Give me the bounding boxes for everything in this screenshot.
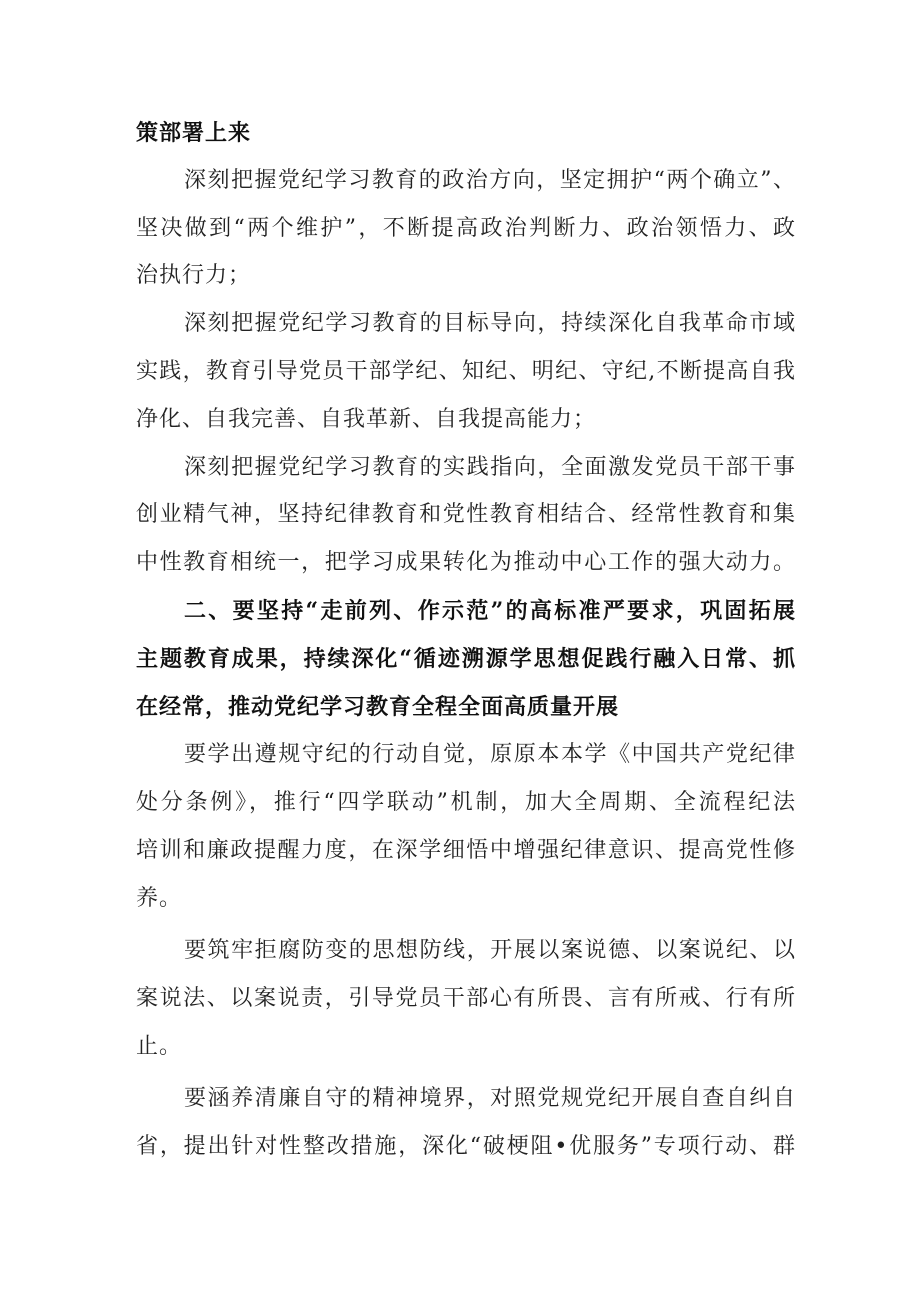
text-line: 处分条例》，推行“四学联动”机制，加大全周期、全流程纪法 — [136, 790, 796, 815]
text-line: 深刻把握党纪学习教育的实践指向，全面激发党员干部干事 — [184, 455, 796, 480]
text-line: 创业精气神，坚持纪律教育和党性教育相结合、经常性教育和集 — [136, 502, 796, 527]
text-line: 治执行力； — [136, 263, 252, 288]
text-line: 中性教育相统一，把学习成果转化为推动中心工作的强大动力。 — [136, 550, 796, 575]
text-line: 要涵养清廉自守的精神境界，对照党规党纪开展自查自纠自 — [184, 1086, 796, 1111]
text-line: 省，提出针对性整改措施，深化“破梗阻•优服务”专项行动、群 — [136, 1134, 796, 1159]
text-line: 要筑牢拒腐防变的思想防线，开展以案说德、以案说纪、以 — [184, 938, 796, 963]
text-line: 要学出遵规守纪的行动自觉，原原本本学《中国共产党纪律 — [184, 742, 796, 767]
text-line: 坚决做到“两个维护”，不断提高政治判断力、政治领悟力、政 — [136, 216, 796, 241]
section-heading-line: 在经常，推动党纪学习教育全程全面高质量开展 — [136, 694, 620, 720]
section-heading-line: 二、要坚持“走前列、作示范”的高标准严要求，巩固拓展 — [184, 598, 796, 624]
section-heading-line: 主题教育成果，持续深化“循迹溯源学思想促践行融入日常、抓 — [136, 646, 796, 672]
text-line: 培训和廉政提醒力度，在深学细悟中增强纪律意识、提高党性修 — [136, 838, 796, 863]
text-line: 实践，教育引导党员干部学纪、知纪、明纪、守纪,不断提高自我 — [136, 359, 796, 384]
text-line: 深刻把握党纪学习教育的目标导向，持续深化自我革命市域 — [184, 311, 796, 336]
text-line: 止。 — [136, 1034, 183, 1059]
text-line: 深刻把握党纪学习教育的政治方向，坚定拥护“两个确立”、 — [184, 168, 796, 193]
text-line: 策部署上来 — [136, 120, 252, 146]
text-line: 净化、自我完善、自我革新、自我提高能力； — [136, 407, 597, 432]
text-line: 养。 — [136, 886, 183, 911]
text-line: 案说法、以案说责，引导党员干部心有所畏、言有所戒、行有所 — [136, 986, 796, 1011]
